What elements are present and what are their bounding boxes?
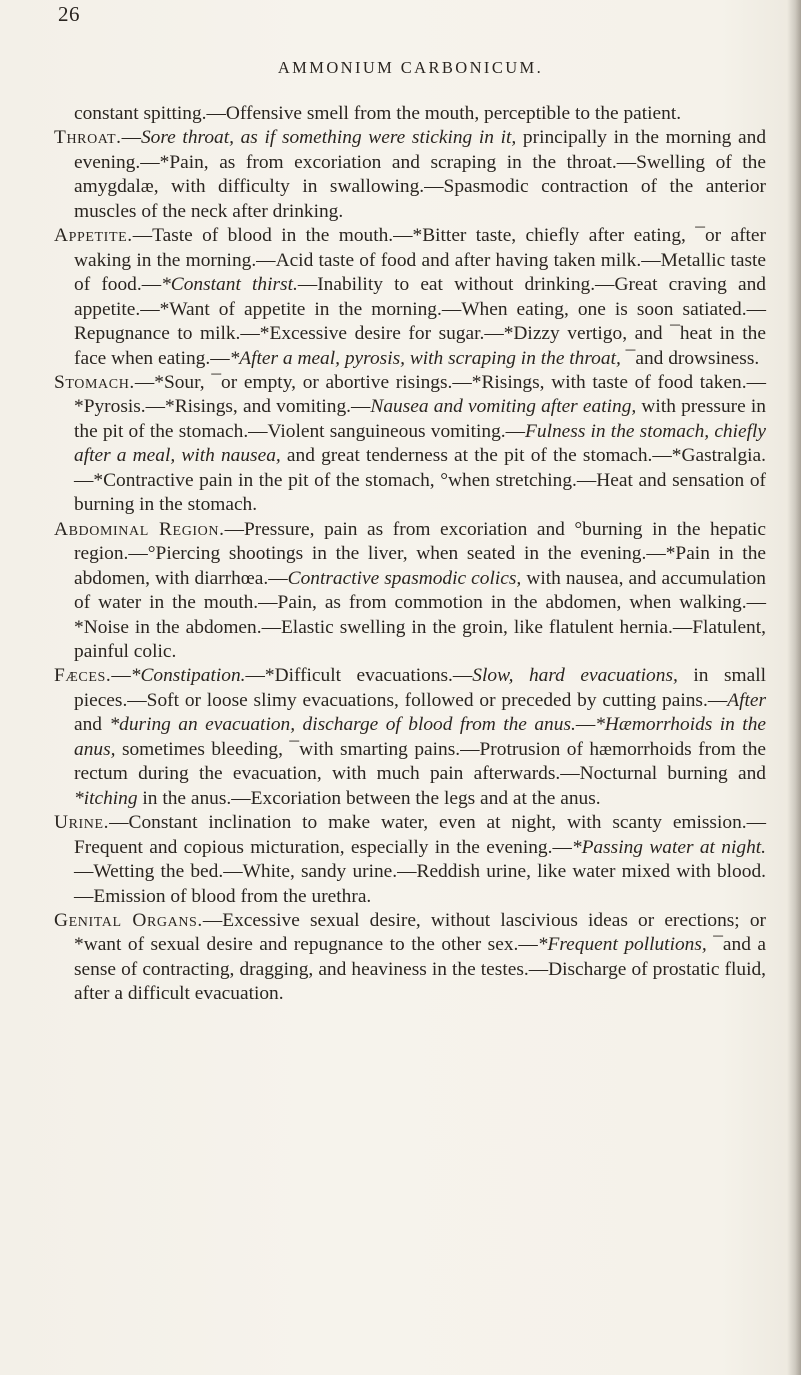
- section-stomach: [54, 371, 766, 518]
- section-faeces: [54, 664, 766, 811]
- text-run: sometimes bleeding, ¯with smarting pains.—Protrusion of hæmorrhoids from the rectum during the evacuation, with much pain afterwards.—Nocturnal burning and: [74, 738, 766, 785]
- section-throat: [54, 126, 766, 224]
- page-edge-shadow: [787, 0, 801, 1375]
- italic-run: After: [727, 689, 766, 711]
- text-run: —: [575, 714, 596, 736]
- text-run: —: [111, 665, 131, 687]
- section-body: [74, 665, 766, 808]
- text-run: —Wetting the bed.—White, sandy urine.—Reddish urine, like water mixed with blood.—Emission of blood from the urethra.: [74, 861, 766, 907]
- italic-run: *itching: [74, 787, 138, 809]
- section-appetite: [54, 224, 766, 371]
- text-run: with nausea, and accumulation of water in the mouth.—Pain, as from commotion in the abdomen, when walking.—*Noise in the abdomen.—Elastic swelling in the groin, like flatulent hernia.—Flatulent, painful colic.: [74, 567, 766, 662]
- text-run: and: [74, 714, 110, 736]
- text-run: —*Difficult evacuations.—: [245, 665, 473, 687]
- text-run: principally in the morning and evening.—*Pain, as from excoriation and scraping in the throat.—Swelling of the amygdalæ, with difficulty in swallowing.—Spasmodic contraction of the anterior muscles of the neck after drinking.: [74, 127, 767, 222]
- text-run: with pressure in the pit of the stomach.—Violent sanguineous vomiting.—: [74, 396, 766, 442]
- section-genital-organs: [54, 909, 766, 1007]
- page-number: 26: [58, 2, 80, 26]
- section-heading: Urine.: [54, 812, 110, 834]
- italic-run: *Frequent pollutions,: [537, 934, 707, 956]
- continuation-paragraph: constant spitting.—Offensive smell from the mouth, perceptible to the patient.: [74, 103, 682, 124]
- italic-run: Sore throat, as if something were sticking in it,: [140, 127, 517, 149]
- text-run: —Constant inclination to make water, even at night, with scanty emission.—Frequent and copious micturation, especially in the evening.—: [74, 812, 766, 858]
- italic-run: Fulness in the stomach, chiefly after a meal, with nausea,: [74, 420, 766, 467]
- italic-run: *Constipation.: [130, 665, 246, 687]
- body-text: [54, 102, 766, 1007]
- section-urine: [54, 811, 766, 909]
- italic-run: *Hæmorrhoids in the anus,: [74, 714, 766, 760]
- text-run: —Inability to eat without drinking.—Great craving and appetite.—*Want of appetite in the morning.—When eating, one is soon satiated.—Repugnance to milk.—*Excessive desire for sugar.—*Dizzy vertigo, and ¯heat in the face when eating.—: [74, 274, 766, 369]
- text-run: in small pieces.—Soft or loose slimy evacuations, followed or preceded by cutting pains.—: [74, 665, 766, 711]
- text-run: in the anus.—Excoriation between the legs and at the anus.: [137, 787, 601, 809]
- text-run: —Pressure, pain as from excoriation and °burning in the hepatic region.—°Piercing shootings in the liver, when seated in the evening.—*Pain in the abdomen, with diarrhœa.—: [74, 518, 766, 589]
- text-run: —Excessive sexual desire, without lascivious ideas or erections; or *want of sexual desire and repugnance to the other sex.—: [74, 909, 766, 956]
- italic-run: *Passing water at night.: [571, 836, 766, 858]
- text-run: ¯and a sense of contracting, dragging, and heaviness in the testes.—Discharge of prostatic fluid, after a difficult evacuation.: [74, 934, 767, 1005]
- section-heading: Stomach.: [54, 371, 135, 393]
- text-run: —: [121, 127, 141, 149]
- text-run: and great tenderness at the pit of the stomach.—*Gastralgia.—*Contractive pain in the pit of the stomach, °when stretching.—Heat and sensation of burning in the stomach.: [74, 445, 766, 516]
- italic-run: Contractive spasmodic colics,: [287, 567, 522, 589]
- section-body: [74, 372, 766, 515]
- section-body: [74, 127, 766, 221]
- section-heading: Genital Organs.: [54, 909, 203, 931]
- text-run: ¯and drowsiness.: [620, 347, 760, 369]
- section-body: [74, 812, 766, 906]
- running-head: AMMONIUM CARBONICUM.: [277, 58, 544, 77]
- section-heading: Throat.: [54, 127, 122, 149]
- italic-run: Nausea and vomiting after eating,: [370, 396, 637, 418]
- text-run: —*Sour, ¯or empty, or abortive risings.—*Risings, with taste of food taken.—*Pyrosis.—*Risings, and vomiting.—: [74, 371, 766, 418]
- text-run: —Taste of blood in the mouth.—*Bitter taste, chiefly after eating, ¯or after waking in the morning.—Acid taste of food and after having taken milk.—Metallic taste of food.—: [74, 225, 766, 296]
- section-heading: Appetite.: [54, 225, 133, 247]
- section-body: [74, 519, 766, 662]
- section-heading: Fæces.: [54, 665, 112, 687]
- italic-run: *during an evacuation, discharge of blood from the anus.: [109, 714, 576, 736]
- section-body: [74, 225, 766, 368]
- section-abdominal-region: [54, 518, 766, 665]
- italic-run: *After a meal, pyrosis, with scraping in the throat,: [229, 347, 621, 369]
- italic-run: *Constant thirst.: [161, 274, 298, 296]
- section-heading: Abdominal Region.: [54, 518, 225, 540]
- italic-run: Slow, hard evacuations,: [472, 665, 678, 687]
